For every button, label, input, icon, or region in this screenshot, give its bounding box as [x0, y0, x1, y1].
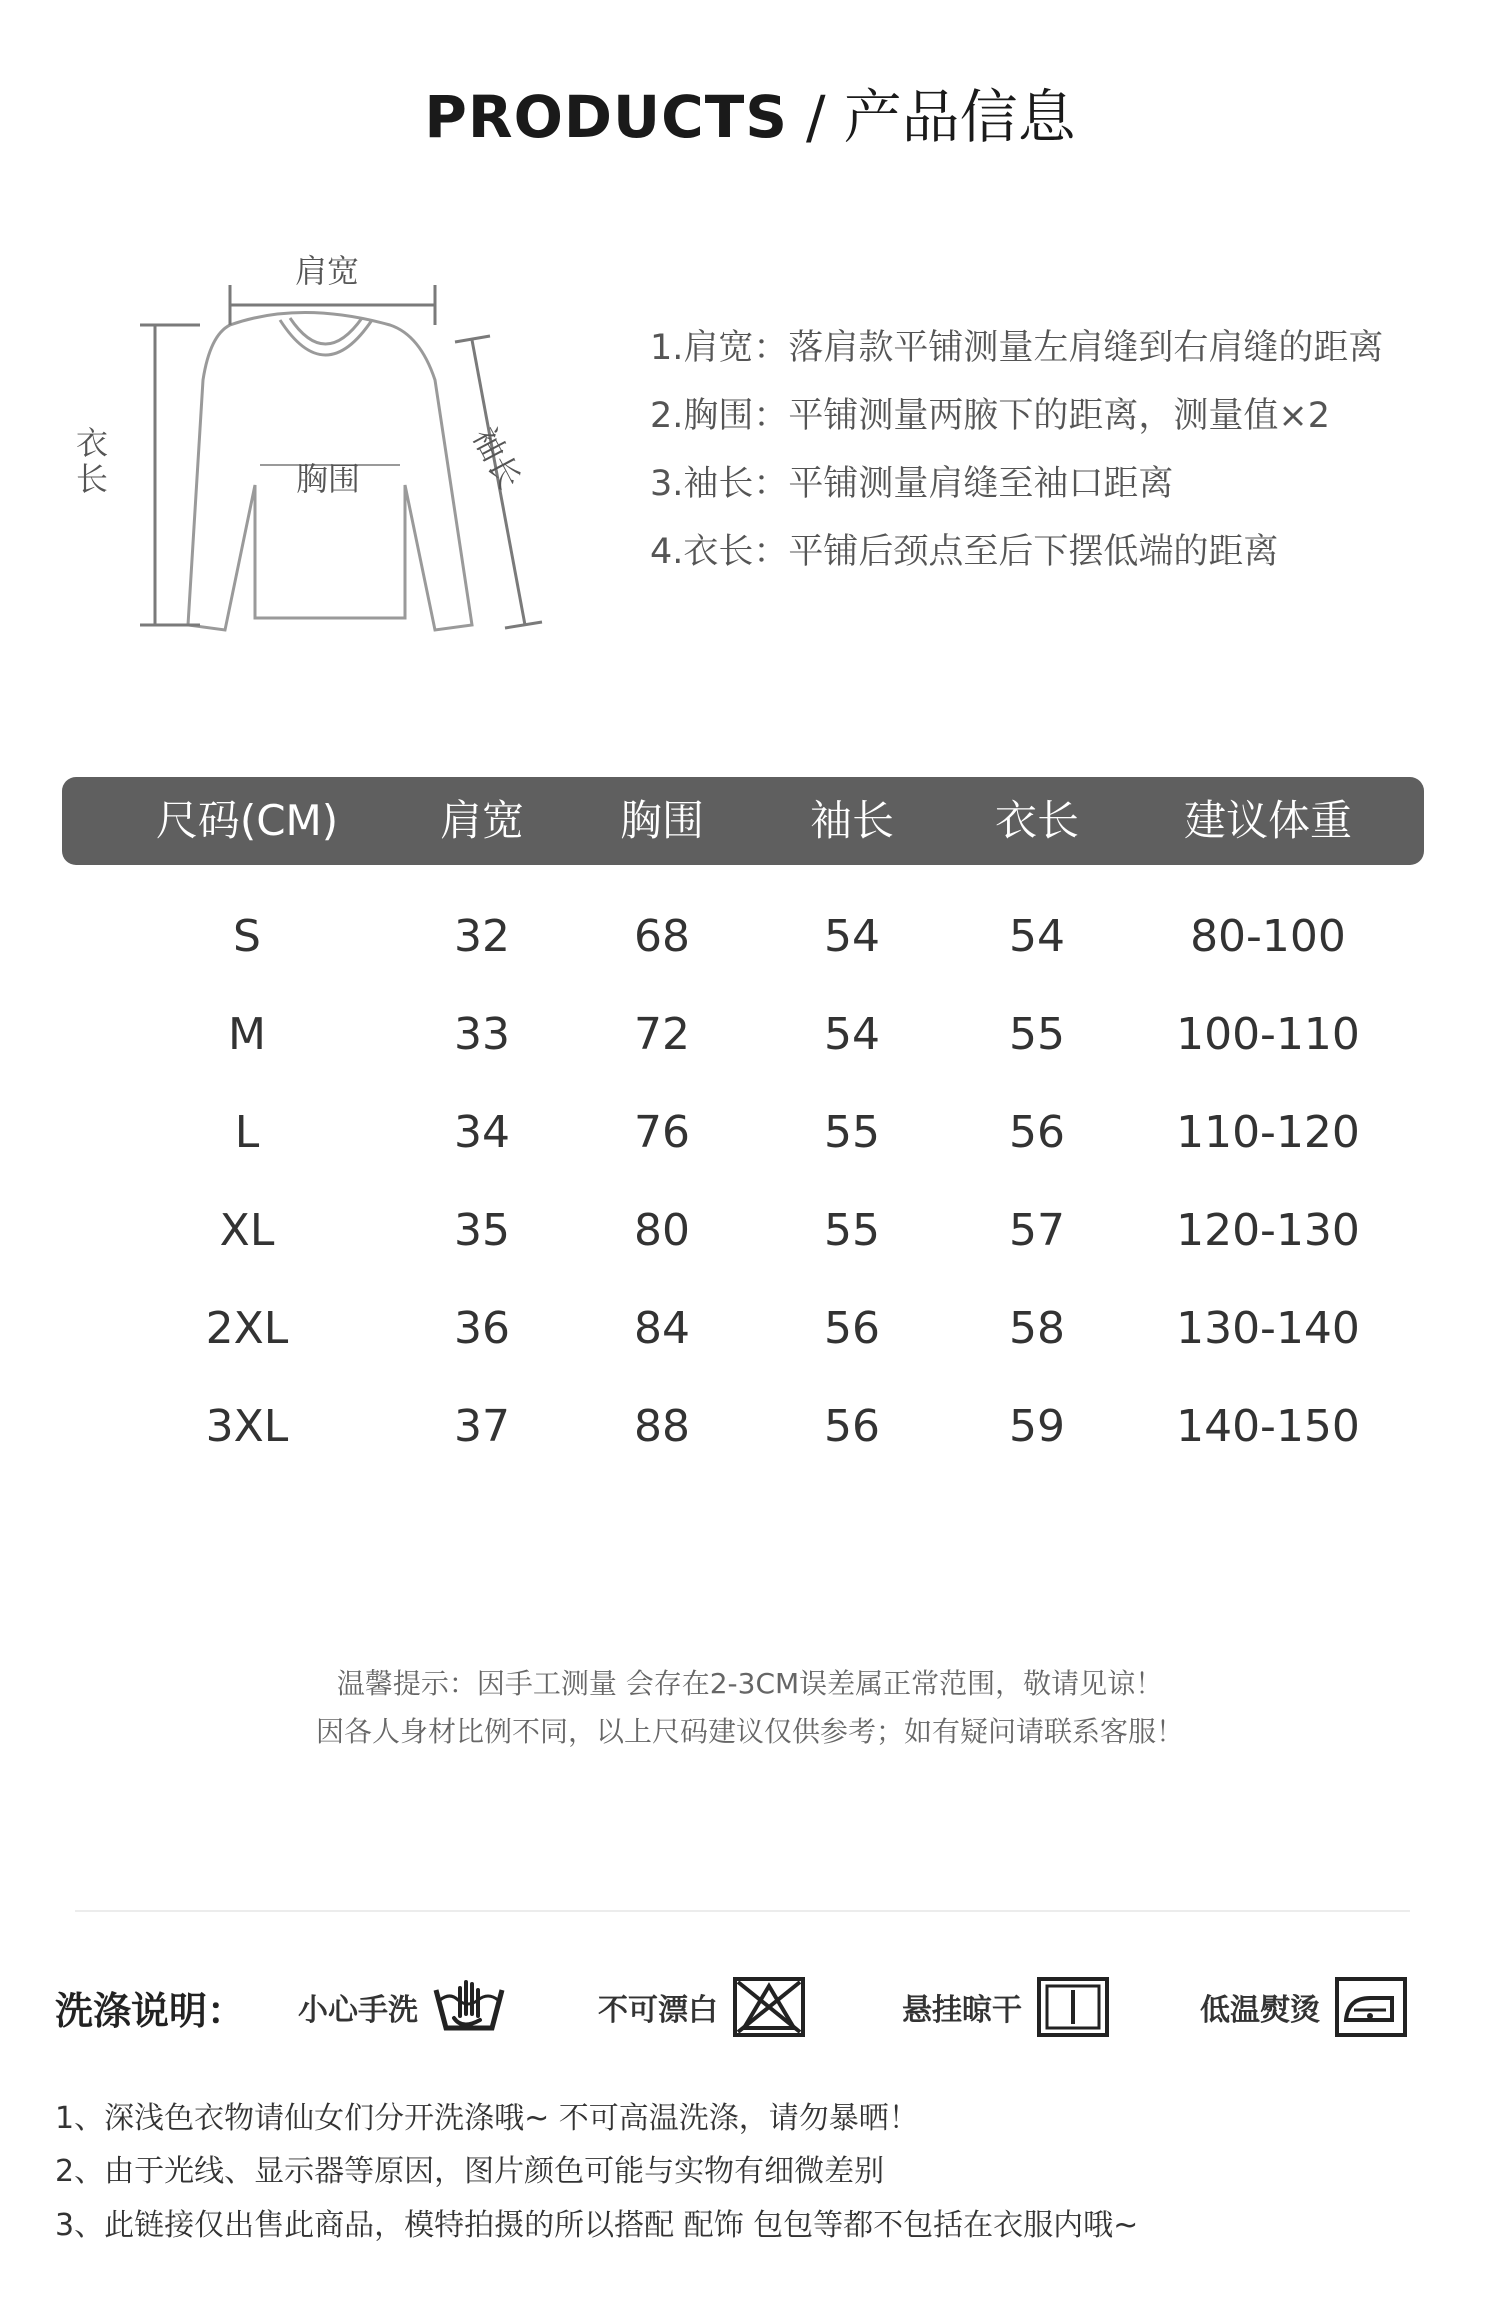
- title-separator: /: [806, 83, 826, 151]
- page-title: [0, 70, 1500, 154]
- note-length: 4.衣长：平铺后颈点至后下摆低端的距离: [650, 532, 1279, 572]
- diagram-label-length: 衣长: [75, 424, 108, 498]
- cell-length: 55: [1009, 1009, 1065, 1060]
- garment-measurement-diagram: [75, 230, 620, 670]
- cell-sleeve: 56: [824, 1303, 880, 1354]
- cell-chest: 84: [634, 1303, 690, 1354]
- note-sleeve: 3.袖长：平铺测量肩缝至袖口距离: [650, 464, 1174, 504]
- cell-weight: 100-110: [1176, 1009, 1360, 1060]
- cell-length: 58: [1009, 1303, 1065, 1354]
- size-table-header: [62, 777, 1424, 865]
- title-chinese: 产品信息: [843, 83, 1076, 151]
- cell-size: 2XL: [205, 1303, 289, 1354]
- header-length: 衣长: [994, 796, 1079, 845]
- low-iron-icon: [1334, 1976, 1408, 2038]
- hand-wash-icon: [432, 1976, 506, 2038]
- section-divider: [75, 1910, 1410, 1912]
- table-row: [62, 986, 1424, 1084]
- cell-weight: 80-100: [1190, 911, 1346, 962]
- table-row: [62, 1084, 1424, 1182]
- cell-chest: 68: [634, 911, 690, 962]
- title-english: PRODUCTS: [424, 83, 789, 151]
- washing-title: 洗涤说明：: [55, 1989, 246, 2033]
- wash-note-2: 2、由于光线、显示器等原因，图片颜色可能与实物有细微差别: [55, 2154, 885, 2189]
- diagram-label-sleeve: 袖长: [464, 420, 529, 496]
- cell-size: L: [234, 1107, 260, 1158]
- tip-line-1: 温馨提示：因手工测量 会存在2-3CM误差属正常范围，敬请见谅！: [336, 1667, 1164, 1700]
- table-row: [62, 1280, 1424, 1378]
- cell-chest: 80: [634, 1205, 690, 1256]
- cell-sleeve: 54: [824, 1009, 880, 1060]
- care-label: 低温熨烫: [1200, 1993, 1320, 2028]
- cell-weight: 130-140: [1176, 1303, 1360, 1354]
- hang-dry-icon: [1036, 1976, 1110, 2038]
- header-sleeve: 袖长: [809, 796, 894, 845]
- care-item-hand-wash: [298, 1972, 506, 2042]
- header-shoulder: 肩宽: [439, 796, 524, 845]
- no-bleach-icon: [732, 1976, 806, 2038]
- cell-size: 3XL: [205, 1401, 289, 1452]
- care-label: 小心手洗: [298, 1993, 418, 2028]
- care-item-hang-dry: [902, 1972, 1110, 2042]
- care-label: 不可漂白: [598, 1993, 718, 2028]
- cell-size: XL: [219, 1205, 275, 1256]
- cell-weight: 140-150: [1176, 1401, 1360, 1452]
- header-chest: 胸围: [619, 796, 704, 845]
- cell-weight: 120-130: [1176, 1205, 1360, 1256]
- cell-shoulder: 37: [454, 1401, 510, 1452]
- cell-size: S: [233, 911, 261, 962]
- cell-length: 54: [1009, 911, 1065, 962]
- cell-weight: 110-120: [1176, 1107, 1360, 1158]
- cell-shoulder: 33: [454, 1009, 510, 1060]
- diagram-label-shoulder: 肩宽: [295, 252, 360, 290]
- cell-length: 56: [1009, 1107, 1065, 1158]
- cell-length: 59: [1009, 1401, 1065, 1452]
- cell-shoulder: 35: [454, 1205, 510, 1256]
- header-size: 尺码(CM): [155, 796, 339, 845]
- cell-sleeve: 55: [824, 1205, 880, 1256]
- wash-note-3: 3、此链接仅出售此商品，模特拍摄的所以搭配 配饰 包包等都不包括在衣服内哦~: [55, 2208, 1139, 2243]
- cell-shoulder: 32: [454, 911, 510, 962]
- cell-shoulder: 36: [454, 1303, 510, 1354]
- care-item-no-bleach: [598, 1972, 806, 2042]
- note-chest: 2.胸围：平铺测量两腋下的距离，测量值×2: [650, 396, 1330, 436]
- table-row: [62, 1378, 1424, 1476]
- cell-chest: 72: [634, 1009, 690, 1060]
- table-row: [62, 1182, 1424, 1280]
- shirt-outline-icon: [100, 230, 620, 670]
- cell-sleeve: 55: [824, 1107, 880, 1158]
- table-row: [62, 888, 1424, 986]
- cell-chest: 88: [634, 1401, 690, 1452]
- cell-chest: 76: [634, 1107, 690, 1158]
- cell-size: M: [228, 1009, 266, 1060]
- cell-length: 57: [1009, 1205, 1065, 1256]
- header-weight: 建议体重: [1183, 796, 1352, 845]
- care-item-low-iron: [1200, 1972, 1408, 2042]
- cell-sleeve: 54: [824, 911, 880, 962]
- cell-shoulder: 34: [454, 1107, 510, 1158]
- diagram-label-chest: 胸围: [296, 460, 361, 498]
- wash-note-1: 1、深浅色衣物请仙女们分开洗涤哦~ 不可高温洗涤，请勿暴晒！: [55, 2101, 919, 2136]
- care-label: 悬挂晾干: [902, 1993, 1022, 2028]
- note-shoulder: 1.肩宽：落肩款平铺测量左肩缝到右肩缝的距离: [650, 328, 1384, 368]
- cell-sleeve: 56: [824, 1401, 880, 1452]
- measurement-notes: [650, 318, 1470, 590]
- tip-line-2: 因各人身材比例不同，以上尺码建议仅供参考；如有疑问请联系客服！: [315, 1715, 1184, 1748]
